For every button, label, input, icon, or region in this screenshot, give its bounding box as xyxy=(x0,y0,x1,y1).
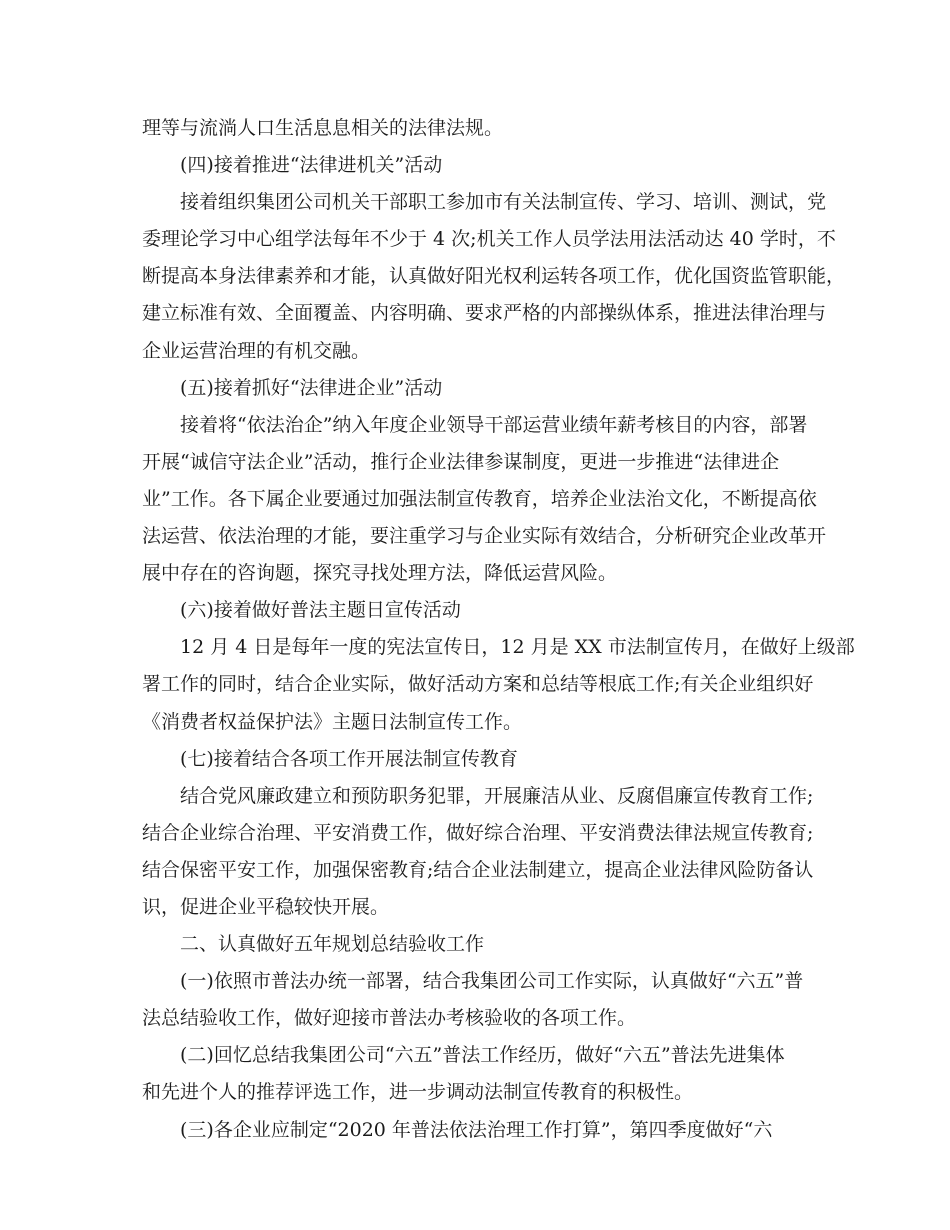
text-line: 结合企业综合治理、平安消费工作，做好综合治理、平安消费法律法规宣传教育; xyxy=(142,821,814,844)
text-line: 和先进个人的推荐评选工作，进一步调动法制宣传教育的积极性。 xyxy=(142,1081,694,1104)
text-line: (六)接着做好普法主题日宣传活动 xyxy=(180,599,461,622)
text-line: 断提高本身法律素养和才能，认真做好阳光权利运转各项工作，优化国资监管职能， xyxy=(142,265,846,288)
text-line: 接着组织集团公司机关干部职工参加市有关法制宣传、学习、培训、测试，党 xyxy=(180,191,827,214)
text-line: 接着将“依法治企”纳入年度企业领导干部运营业绩年薪考核目的内容，部署 xyxy=(180,413,808,436)
text-line: 开展“诚信守法企业”活动，推行企业法律参谋制度，更进一步推进“法律进企 xyxy=(142,450,780,473)
text-line: 业”工作。各下属企业要通过加强法制宣传教育，培养企业法治文化，不断提高依 xyxy=(142,487,817,510)
text-line: 理等与流淌人口生活息息相关的法律法规。 xyxy=(142,117,504,139)
text-line: 署工作的同时，结合企业实际，做好活动方案和总结等根底工作;有关企业组织好 xyxy=(142,673,814,696)
text-line: 建立标准有效、全面覆盖、内容明确、要求严格的内部操纵体系，推进法律治理与 xyxy=(142,302,827,325)
text-line: 法运营、依法治理的才能，要注重学习与企业实际有效结合，分析研究企业改革开 xyxy=(142,525,827,548)
text-line: 识，促进企业平稳较快开展。 xyxy=(142,895,390,918)
text-line: (三)各企业应制定“2020 年普法依法治理工作打算”，第四季度做好“六 xyxy=(180,1118,773,1141)
text-line: (四)接着推进“法律进机关”活动 xyxy=(180,154,443,177)
text-line: (二)回忆总结我集团公司“六五”普法工作经历，做好“六五”普法先进集体 xyxy=(180,1044,785,1067)
text-line: (七)接着结合各项工作开展法制宣传教育 xyxy=(180,747,518,770)
text-line: 结合保密平安工作，加强保密教育;结合企业法制建立，提高企业法律风险防备认 xyxy=(142,858,814,881)
text-line: 法总结验收工作，做好迎接市普法办考核验收的各项工作。 xyxy=(142,1007,637,1030)
body-text xyxy=(142,110,855,1149)
text-line: 委理论学习中心组学法每年不少于 4 次;机关工作人员学法用法活动达 40 学时，不 xyxy=(142,228,836,251)
text-line: 结合党风廉政建立和预防职务犯罪，开展廉洁从业、反腐倡廉宣传教育工作; xyxy=(180,784,814,807)
text-line: 企业运营治理的有机交融。 xyxy=(142,339,371,362)
text-line: 二、认真做好五年规划总结验收工作 xyxy=(180,933,485,956)
text-line: (五)接着抓好“法律进企业”活动 xyxy=(180,376,443,399)
text-line: (一)依照市普法办统一部署，结合我集团公司工作实际，认真做好“六五”普 xyxy=(180,970,804,993)
text-line: 12 月 4 日是每年一度的宪法宣传日，12 月是 XX 市法制宣传月，在做好上级部 xyxy=(180,636,855,659)
text-line: 《消费者权益保护法》主题日法制宣传工作。 xyxy=(142,710,523,733)
text-line: 展中存在的咨询题，探究寻找处理方法，降低运营风险。 xyxy=(142,562,618,585)
